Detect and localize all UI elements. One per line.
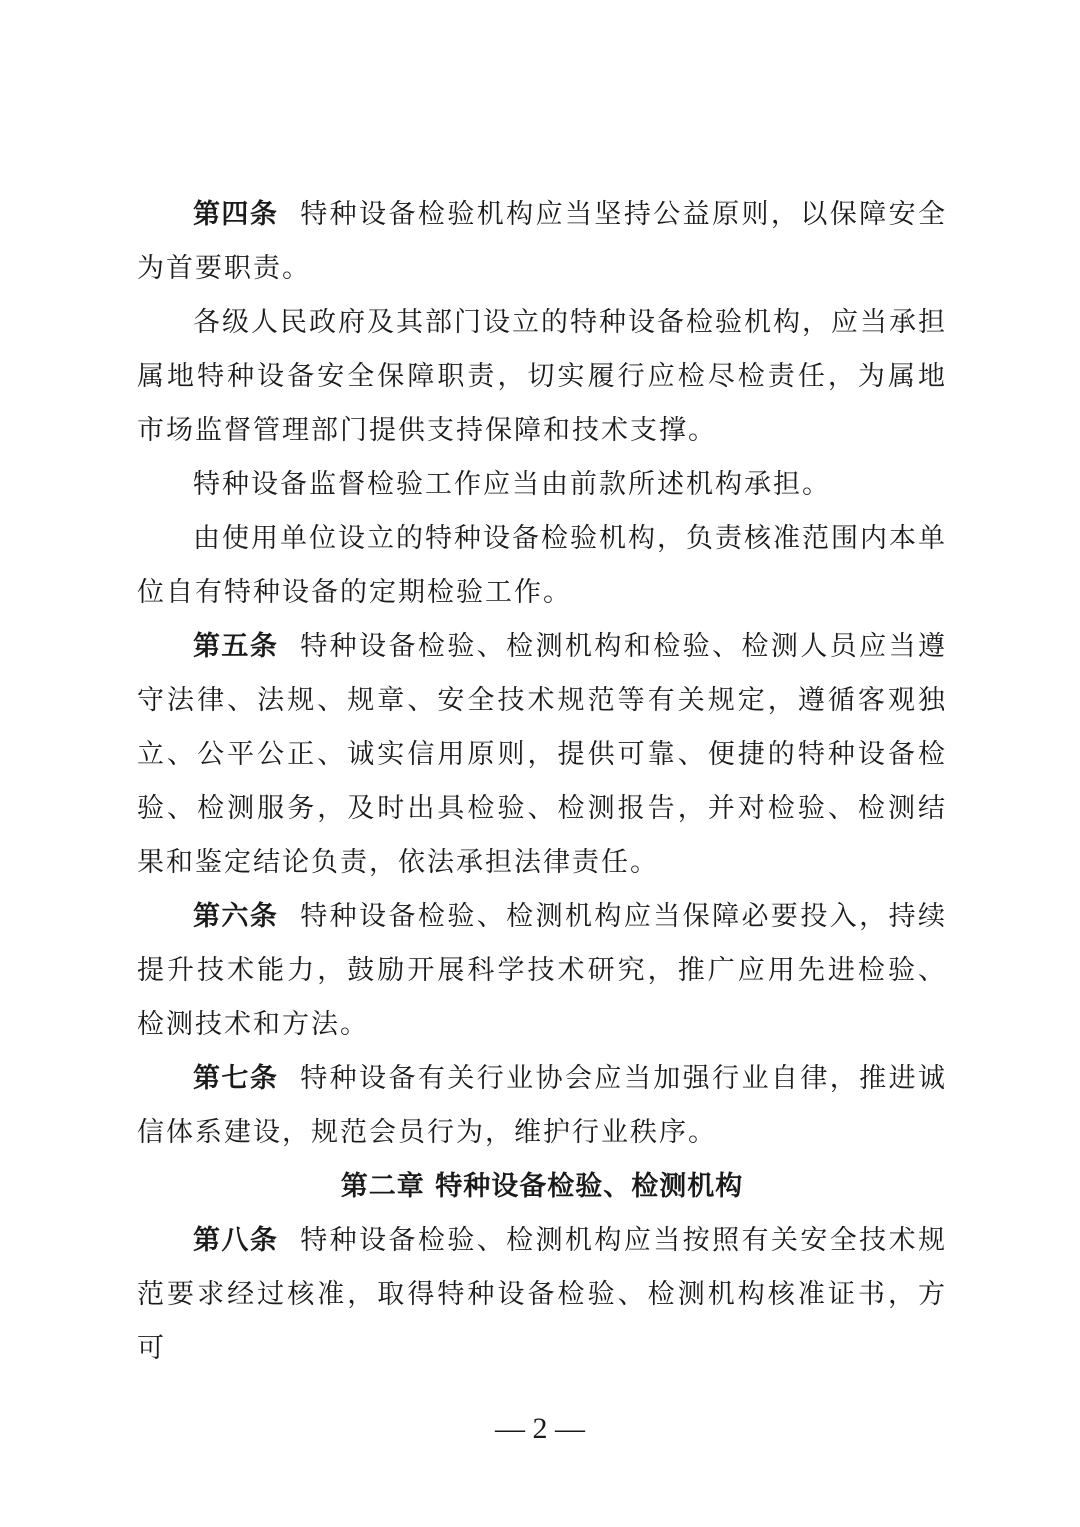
article-6-label: 第六条 <box>193 901 279 932</box>
article-8-label: 第八条 <box>193 1225 279 1256</box>
article-5-paragraph <box>137 620 947 890</box>
article-7-text: 特种设备有关行业协会应当加强行业自律，推进诚信体系建设，规范会员行为，维护行业秩序。 <box>137 1063 947 1148</box>
article-4-text-1: 特种设备检验机构应当坚持公益原则，以保障安全为首要职责。 <box>137 199 947 284</box>
article-6-paragraph <box>137 890 947 1052</box>
article-7-paragraph <box>137 1052 947 1160</box>
article-8-text: 特种设备检验、检测机构应当按照有关安全技术规范要求经过核准，取得特种设备检验、检测机构核准证书，方可 <box>137 1225 947 1364</box>
document-body <box>137 188 947 1376</box>
article-7-label: 第七条 <box>193 1063 279 1094</box>
article-4-paragraph-2: 各级人民政府及其部门设立的特种设备检验机构，应当承担属地特种设备安全保障职责，切实履行应检尽检责任，为属地市场监督管理部门提供支持保障和技术支撑。 <box>137 307 947 446</box>
article-8-paragraph <box>137 1214 947 1376</box>
article-5-text: 特种设备检验、检测机构和检验、检测人员应当遵守法律、法规、规章、安全技术规范等有关规定，遵循客观独立、公平公正、诚实信用原则，提供可靠、便捷的特种设备检验、检测服务，及时出具检验、检测报告，并对检验、检测结果和鉴定结论负责，依法承担法律责任。 <box>137 631 947 878</box>
article-4-paragraph-4: 由使用单位设立的特种设备检验机构，负责核准范围内本单位自有特种设备的定期检验工作。 <box>137 523 947 608</box>
article-4-paragraph-3: 特种设备监督检验工作应当由前款所述机构承担。 <box>193 469 831 500</box>
article-4-paragraph-1 <box>137 188 947 296</box>
chapter-2-heading: 第二章 特种设备检验、检测机构 <box>340 1171 744 1202</box>
article-6-text: 特种设备检验、检测机构应当保障必要投入，持续提升技术能力，鼓励开展科学技术研究，推广应用先进检验、检测技术和方法。 <box>137 901 947 1040</box>
article-4-label: 第四条 <box>193 199 279 230</box>
page-number: — 2 — <box>495 1412 585 1445</box>
article-5-label: 第五条 <box>193 631 279 662</box>
